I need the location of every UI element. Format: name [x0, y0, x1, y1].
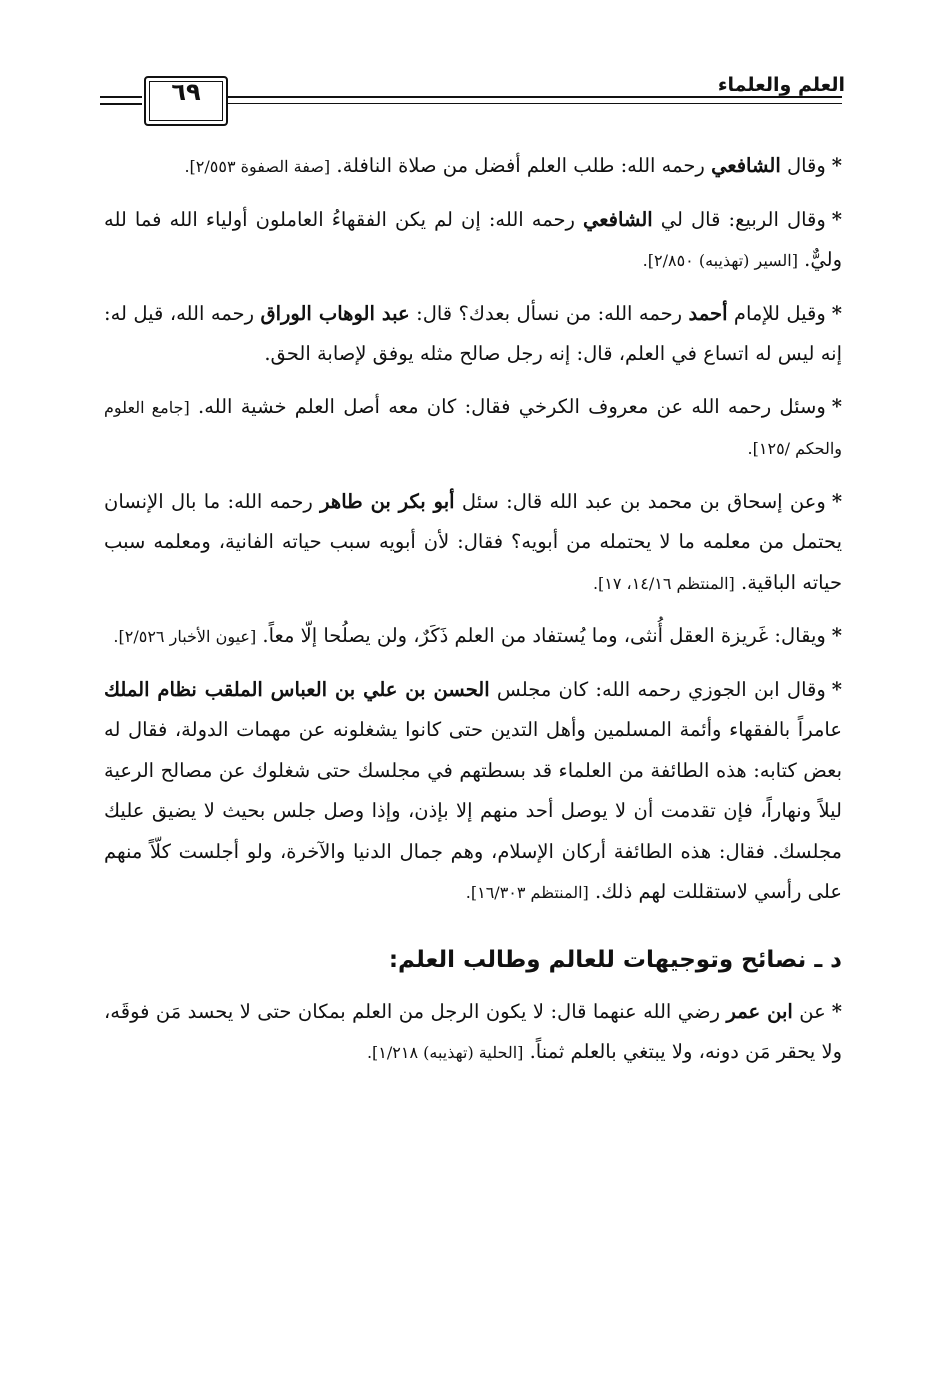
header-rule — [228, 96, 842, 98]
text: رحمه الله، قيل له: إنه ليس له اتساع في العلم، قال: إنه رجل صالح مثله يوفق لإصابة الحق. — [104, 301, 842, 365]
header-rule-inner — [228, 103, 842, 104]
text: وعن إسحاق بن محمد بن عبد الله قال: سئل — [454, 489, 826, 513]
star-bullet: * — [831, 489, 843, 513]
bold-name: الشافعي — [711, 154, 781, 177]
text: رحمه الله: ما بال الإنسان يحتمل من معلمه ما لا يحتمله من أبويه؟ فقال: لأن أبويه سبب حياته الفانية، ومعلمه سبب حياته الباقية. — [104, 489, 842, 594]
star-bullet: * — [831, 154, 842, 177]
text: رحمه الله: طلب العلم أفضل من صلاة النافلة. — [330, 154, 712, 177]
text: رحمه الله: إن لم يكن الفقهاءُ العاملون أولياء الله فما لله وليٌّ. — [104, 207, 842, 271]
body-text — [104, 146, 842, 1086]
header-rule-left — [100, 96, 142, 98]
bold-name: ابن عمر — [726, 999, 793, 1023]
text: وقال الربيع: قال لي — [652, 207, 826, 231]
text: وقال — [780, 154, 826, 177]
running-title: العلم والعلماء — [717, 74, 845, 96]
text: ويقال: غَريزة العقل أُنثى، وما يُستفاد من العلم ذَكَرٌ، ولن يصلُحا إلّا معاً. — [256, 624, 826, 647]
source-reference: [المنتظم ١٦/٣٠٣]. — [465, 883, 589, 902]
paragraph-7 — [104, 670, 842, 914]
source-reference: [صفة الصفوة ٢/٥٥٣]. — [184, 157, 331, 176]
paragraph-6 — [104, 616, 842, 658]
star-bullet: * — [831, 999, 842, 1023]
paragraph-5 — [104, 482, 842, 605]
text: رضي الله عنهما قال: لا يكون الرجل من العلم بمكان حتى لا يحسد مَن فوقَه، ولا يحقر مَن دونه، ولا يبتغي بالعلم ثمناً. — [104, 999, 842, 1063]
star-bullet: * — [831, 207, 842, 231]
paragraph-3 — [104, 294, 842, 375]
text: عامراً بالفقهاء وأئمة المسلمين وأهل التدين حتى كانوا يشغلونه عن مهمات الدولة، فقال له بعض كتابه: هذه الطائفة من العلماء قد بسطتهم في مجلسك حتى شغلوك عن مصالح الرعية ليلاً ونهاراً، فإن تقدمت أن لا يوصل أحد منهم إلا بإذن، وإذا وصل جلس بحيث لا يضيق عليك مجلسك. فقال: هذه الطائفة أركان الإسلام، وهم جمال الدنيا والآخرة، ولو أجلست كلّاً منهم على رأسي لاستقللت لهم ذلك. — [104, 718, 842, 903]
star-bullet: * — [831, 301, 842, 325]
section-heading: د ـ نصائح وتوجيهات للعالم وطالب العلم: — [388, 946, 842, 973]
bold-name: عبد الوهاب الوراق — [260, 301, 410, 325]
source-reference: [الحلية (تهذيبه) ١/٢١٨]. — [366, 1043, 524, 1062]
source-reference: [السير (تهذيبه) ٢/٨٥٠]. — [642, 251, 798, 270]
page-number: ٦٩ — [171, 78, 201, 106]
source-reference: [المنتظم ١٤/١٦، ١٧]. — [592, 573, 735, 593]
paragraph-8 — [104, 992, 842, 1074]
text: وقيل للإمام — [727, 301, 826, 325]
text: رحمه الله: من نسأل بعدك؟ قال: — [409, 301, 689, 325]
bold-name: أبو بكر بن طاهر — [320, 489, 455, 513]
star-bullet: * — [831, 624, 842, 647]
bold-name: أحمد — [688, 301, 728, 325]
source-reference: [جامع العلوم والحكم /١٢٥]. — [104, 397, 842, 458]
star-bullet: * — [831, 677, 842, 701]
text: وسئل رحمه الله عن معروف الكرخي فقال: كان معه أصل العلم خشية الله. — [189, 394, 826, 418]
header-rule-left-inner — [100, 103, 142, 105]
text: عن — [792, 999, 826, 1023]
paragraph-4 — [104, 387, 842, 470]
paragraph-1 — [104, 146, 842, 188]
text: وقال ابن الجوزي رحمه الله: كان مجلس — [489, 677, 826, 701]
bold-name: الحسن بن علي بن العباس الملقب نظام الملك — [104, 677, 490, 701]
source-reference: [عيون الأخبار ٢/٥٢٦]. — [113, 627, 257, 646]
bold-name: الشافعي — [583, 207, 653, 231]
paragraph-2 — [104, 200, 842, 282]
star-bullet: * — [831, 394, 842, 418]
